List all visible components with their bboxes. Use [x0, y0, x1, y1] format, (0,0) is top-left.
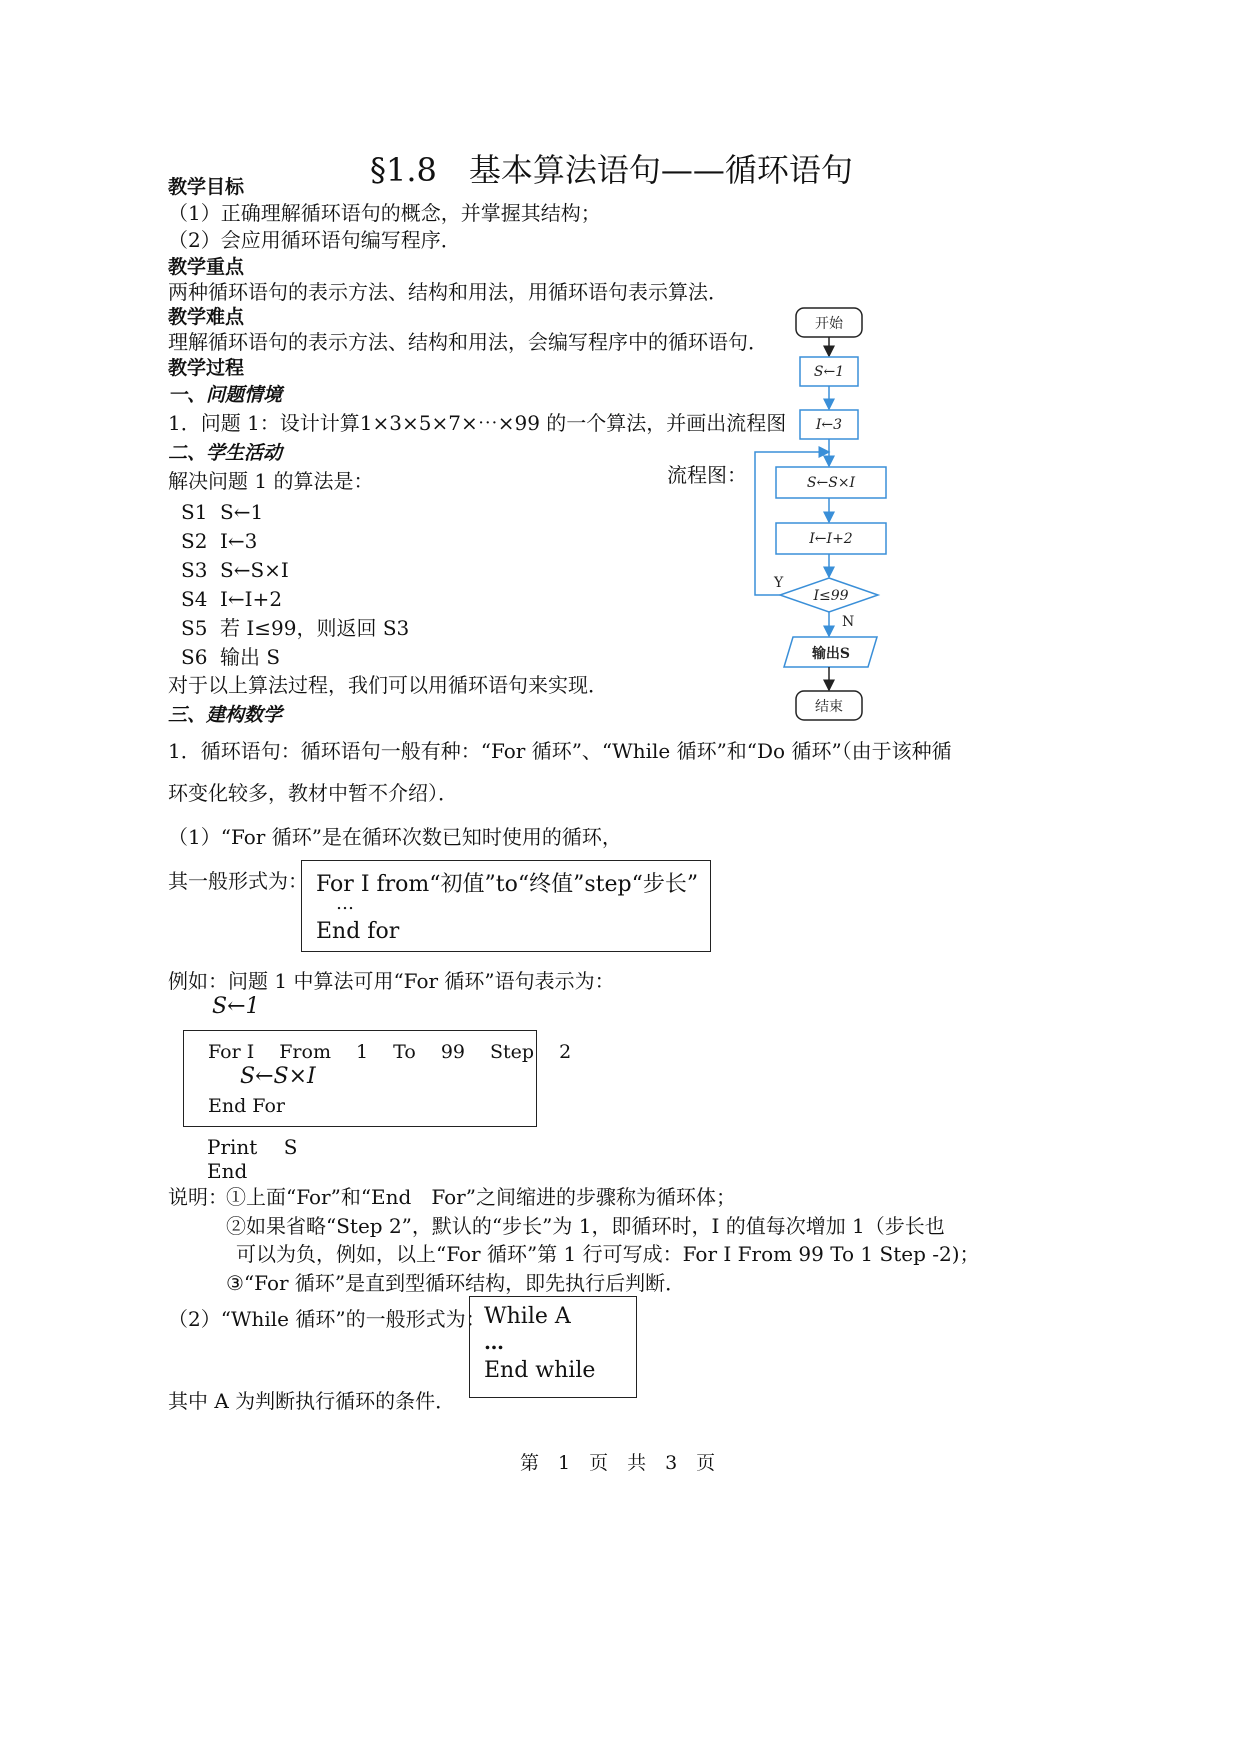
section2-heading: 二、学生活动	[168, 442, 283, 464]
while-form-line1: While A	[484, 1304, 571, 1329]
while-form-line3: End while	[484, 1358, 596, 1383]
step-text: S←1	[220, 500, 264, 524]
key-text: 两种循环语句的表示方法、结构和用法，用循环语句表示算法．	[168, 280, 728, 304]
step-text: 输出 S	[220, 645, 281, 669]
general-form-label: 其一般形式为：	[168, 869, 308, 893]
flow-yes-label: Y	[774, 575, 784, 591]
flow-i-init-label: I←3	[815, 417, 843, 433]
while-note: 其中 A 为判断执行循环的条件．	[168, 1389, 456, 1413]
example-init: S←1	[212, 994, 260, 1019]
heading-goals: 教学目标	[168, 176, 245, 198]
loop-intro-line2: 环变化较多，教材中暂不介绍）．	[168, 781, 458, 805]
step-num: S4	[181, 587, 208, 611]
step-num: S1	[181, 500, 208, 524]
note-2-cont: 可以为负，例如，以上“For 循环”第 1 行可写成：For I From 99 To 1 Step -2)；	[236, 1242, 980, 1266]
step-text: 若 I≤99，则返回 S3	[220, 616, 410, 640]
flow-end-label: 结束	[815, 699, 843, 715]
flow-s-init-label: S←1	[813, 364, 845, 380]
loop-intro-line1: 1．循环语句：循环语句一般有种：“For 循环”、“While 循环”和“Do 循环”（由于该种循	[168, 739, 952, 763]
note-1: ①上面“For”和“End For”之间缩进的步骤称为循环体；	[226, 1185, 736, 1209]
for-form-line3: End for	[316, 919, 400, 944]
section3-heading: 三、建构数学	[168, 704, 283, 726]
heading-difficult: 教学难点	[168, 306, 245, 328]
step-num: S2	[181, 529, 208, 553]
for-form-line1: For I from“初值”to“终值”step“步长”	[316, 872, 699, 897]
print-line: Print S	[207, 1135, 298, 1159]
section1-heading: 一、问题情境	[168, 384, 283, 406]
flow-no-label: N	[842, 614, 855, 630]
page-title: §1.8 基本算法语句——循环语句	[370, 151, 853, 189]
flow-mult-label: S←S×I	[806, 475, 856, 491]
flow-output-label: 输出S	[811, 646, 851, 662]
goal-1: （1）正确理解循环语句的概念，并掌握其结构；	[168, 201, 601, 225]
while-form-line2: …	[484, 1330, 504, 1354]
step-text: S←S×I	[220, 558, 289, 582]
note-2: ②如果省略“Step 2”，默认的“步长”为 1，即循环时，I 的值每次增加 1（步长也	[226, 1214, 945, 1238]
for-example-end: End For	[208, 1095, 285, 1117]
heading-key: 教学重点	[168, 256, 245, 278]
for-example-body: S←S×I	[240, 1064, 316, 1089]
flow-condition-label: I≤99	[813, 588, 849, 604]
flow-incr-label: I←I+2	[809, 531, 853, 547]
end-line: End	[207, 1159, 248, 1183]
example-intro: 例如：问题 1 中算法可用“For 循环”语句表示为：	[168, 969, 615, 993]
goal-2: （2）会应用循环语句编写程序．	[168, 228, 461, 252]
flow-start-label: 开始	[815, 316, 843, 332]
notes-label: 说明：	[168, 1185, 228, 1209]
for-example-box	[183, 1030, 572, 1127]
algo-conclusion: 对于以上算法过程，我们可以用循环语句来实现．	[168, 673, 608, 697]
step-text: I←3	[220, 529, 258, 553]
flowchart	[740, 300, 910, 730]
while-intro: （2）“While 循环”的一般形式为：	[168, 1307, 486, 1331]
algo-intro: 解决问题 1 的算法是：	[168, 469, 374, 493]
difficult-text: 理解循环语句的表示方法、结构和用法，会编写程序中的循环语句．	[168, 330, 768, 354]
for-form-line2: …	[336, 893, 354, 914]
for-form-box	[301, 860, 711, 952]
flowchart-label: 流程图：	[667, 463, 747, 487]
heading-process: 教学过程	[168, 357, 245, 379]
step-text: I←I+2	[220, 587, 283, 611]
for-example-line: For I From 1 To 99 Step 2	[208, 1041, 572, 1063]
note-3: ③“For 循环”是直到型循环结构，即先执行后判断．	[226, 1271, 686, 1295]
step-num: S3	[181, 558, 208, 582]
for-intro: （1）“For 循环”是在循环次数已知时使用的循环，	[168, 825, 622, 849]
step-num: S5	[181, 616, 208, 640]
step-num: S6	[181, 645, 208, 669]
page-footer: 第 1 页 共 3 页	[520, 1452, 716, 1474]
while-form-box	[469, 1296, 637, 1398]
problem-text: 1．问题 1：设计计算1×3×5×7×⋯×99 的一个算法，并画出流程图	[168, 411, 787, 435]
